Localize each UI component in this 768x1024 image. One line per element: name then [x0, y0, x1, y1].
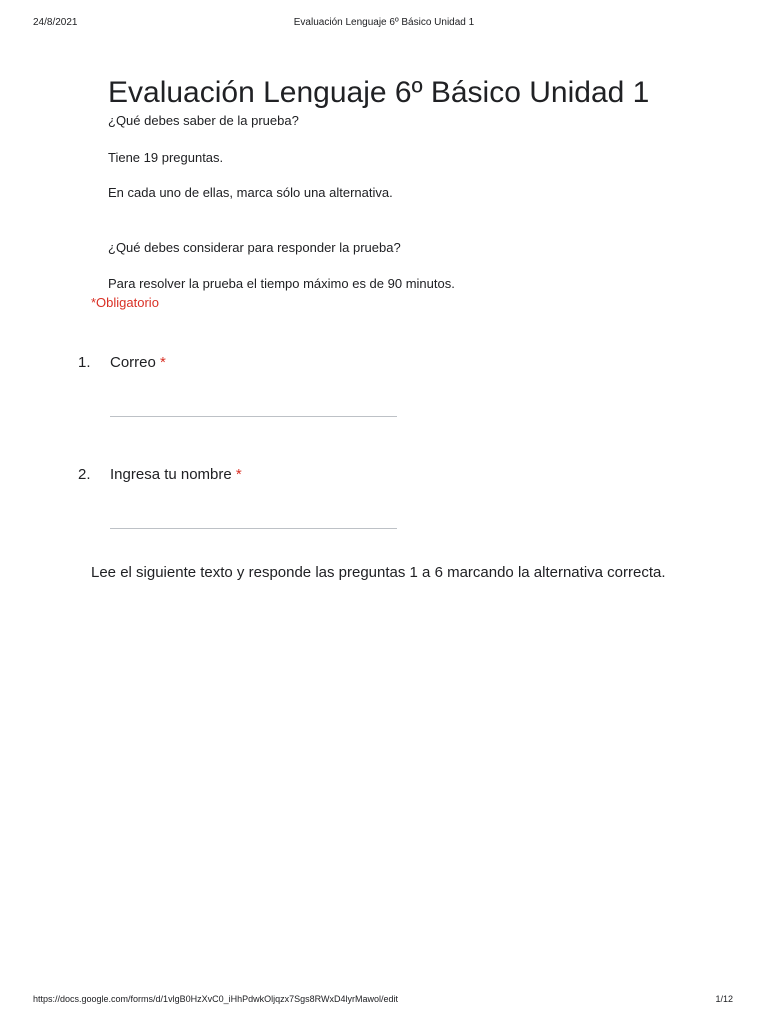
- print-footer-page-number: 1/12: [715, 994, 733, 1004]
- name-answer-field[interactable]: [110, 528, 397, 529]
- print-footer-url: https://docs.google.com/forms/d/1vlgB0HzXvC0_iHhPdwkOljqzx7Sgs8RWxD4lyrMawol/edit: [33, 994, 398, 1004]
- question-item: [78, 354, 166, 371]
- question-item: [78, 466, 242, 483]
- section-description: Lee el siguiente texto y responde las preguntas 1 a 6 marcando la alternativa correcta.: [91, 564, 666, 581]
- description-line: ¿Qué debes saber de la prueba?: [108, 113, 299, 128]
- description-line: En cada uno de ellas, marca sólo una alternativa.: [108, 185, 393, 200]
- question-label: Ingresa tu nombre: [110, 466, 232, 483]
- required-note: *Obligatorio: [91, 295, 159, 310]
- description-line: Para resolver la prueba el tiempo máximo es de 90 minutos.: [108, 276, 455, 291]
- required-asterisk: *: [160, 354, 166, 371]
- email-answer-field[interactable]: [110, 416, 397, 417]
- description-line: Tiene 19 preguntas.: [108, 150, 224, 165]
- print-header-date: 24/8/2021: [33, 17, 78, 28]
- required-asterisk: *: [235, 466, 242, 483]
- question-number: 2.: [78, 466, 91, 483]
- question-number: 1.: [78, 354, 91, 371]
- form-title: Evaluación Lenguaje 6º Básico Unidad 1: [108, 76, 650, 109]
- question-label: Correo: [110, 354, 156, 371]
- print-header-title: Evaluación Lenguaje 6º Básico Unidad 1: [293, 17, 475, 28]
- description-line: ¿Qué debes considerar para responder la prueba?: [108, 240, 401, 255]
